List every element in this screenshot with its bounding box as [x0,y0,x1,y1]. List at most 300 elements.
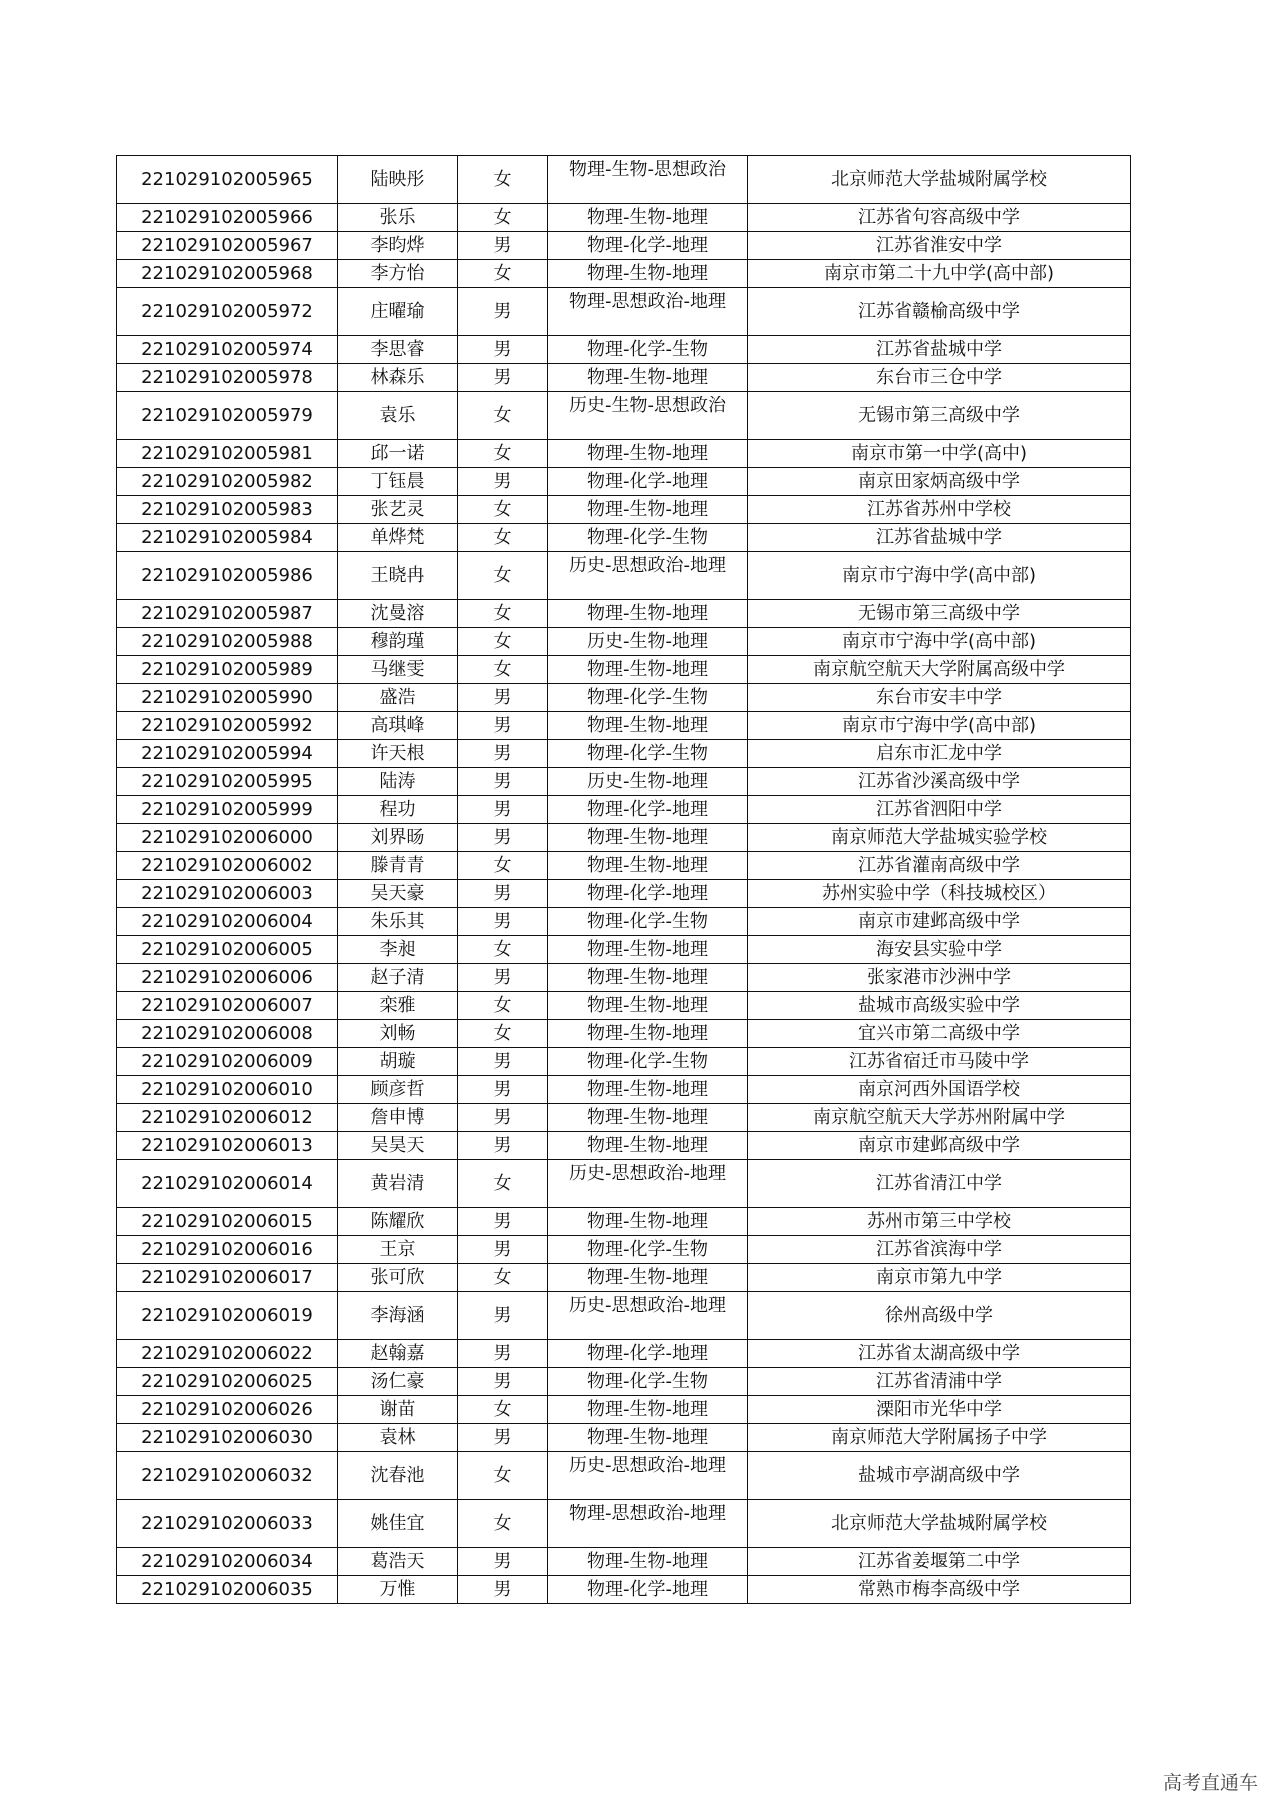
table-row [117,908,1131,936]
gender-cell: 男 [458,1104,548,1132]
gender-cell: 女 [458,1264,548,1292]
subject-combination-text: 物理-化学-地理 [587,234,708,256]
table-row [117,964,1131,992]
table-row [117,768,1131,796]
subject-combination-text: 物理-化学-生物 [587,686,708,708]
subject-combination-cell [548,1548,748,1576]
student-name-cell: 庄曜瑜 [338,288,458,336]
student-name-cell: 单烨梵 [338,524,458,552]
student-id-cell: 221029102006002 [117,852,338,880]
school-cell: 盐城市亭湖高级中学 [748,1452,1131,1500]
gender-cell: 女 [458,600,548,628]
subject-combination-text: 物理-化学-地理 [587,798,708,820]
gender-cell: 女 [458,260,548,288]
table-row [117,992,1131,1020]
gender-cell: 女 [458,1020,548,1048]
table-row [117,1048,1131,1076]
student-id-cell: 221029102006006 [117,964,338,992]
student-id-cell: 221029102006019 [117,1292,338,1340]
gender-cell: 女 [458,936,548,964]
school-cell: 南京航空航天大学附属高级中学 [748,656,1131,684]
subject-combination-cell [548,1292,748,1340]
table-row [117,1020,1131,1048]
gender-cell: 男 [458,1548,548,1576]
subject-combination-text: 物理-生物-地理 [587,1078,708,1100]
subject-combination-cell [548,1076,748,1104]
gender-cell: 女 [458,1500,548,1548]
subject-combination-text: 物理-化学-生物 [587,910,708,932]
student-id-cell: 221029102005981 [117,440,338,468]
school-cell: 苏州市第三中学校 [748,1208,1131,1236]
table-row [117,496,1131,524]
school-cell: 南京市宁海中学(高中部) [748,552,1131,600]
gender-cell: 男 [458,288,548,336]
gender-cell: 男 [458,908,548,936]
student-id-cell: 221029102005987 [117,600,338,628]
student-name-cell: 高琪峰 [338,712,458,740]
subject-combination-text: 物理-生物-地理 [587,826,708,848]
subject-combination-cell [548,288,748,336]
student-id-cell: 221029102006003 [117,880,338,908]
school-cell: 江苏省太湖高级中学 [748,1340,1131,1368]
student-name-cell: 姚佳宜 [338,1500,458,1548]
subject-combination-text: 物理-生物-地理 [587,938,708,960]
subject-combination-cell [548,1264,748,1292]
gender-cell: 男 [458,964,548,992]
subject-combination-text: 物理-生物-地理 [587,206,708,228]
subject-combination-text: 物理-化学-地理 [587,1342,708,1364]
school-cell: 南京市第九中学 [748,1264,1131,1292]
student-id-cell: 221029102005983 [117,496,338,524]
gender-cell: 女 [458,656,548,684]
subject-combination-text: 物理-生物-地理 [587,854,708,876]
student-name-cell: 李昶 [338,936,458,964]
subject-combination-text: 历史-生物-地理 [587,630,708,652]
subject-combination-text: 历史-生物-思想政治 [569,395,726,416]
gender-cell: 男 [458,1048,548,1076]
gender-cell: 女 [458,524,548,552]
subject-combination-text: 物理-生物-思想政治 [569,159,726,180]
gender-cell: 男 [458,232,548,260]
student-id-cell: 221029102005990 [117,684,338,712]
student-id-cell: 221029102005994 [117,740,338,768]
table-row [117,440,1131,468]
gender-cell: 女 [458,440,548,468]
student-name-cell: 吴昊天 [338,1132,458,1160]
table-row [117,1104,1131,1132]
table-row [117,232,1131,260]
student-id-cell: 221029102005966 [117,204,338,232]
table-row [117,712,1131,740]
table-row [117,628,1131,656]
table-row [117,852,1131,880]
student-name-cell: 谢苗 [338,1396,458,1424]
subject-combination-cell [548,824,748,852]
subject-combination-cell [548,1368,748,1396]
student-id-cell: 221029102005974 [117,336,338,364]
subject-combination-text: 历史-思想政治-地理 [569,555,726,576]
subject-combination-cell [548,992,748,1020]
table-row [117,156,1131,204]
subject-combination-cell [548,600,748,628]
student-name-cell: 赵子清 [338,964,458,992]
subject-combination-cell [548,1020,748,1048]
student-id-cell: 221029102006033 [117,1500,338,1548]
table-row [117,468,1131,496]
school-cell: 南京市宁海中学(高中部) [748,712,1131,740]
subject-combination-cell [548,964,748,992]
subject-combination-text: 物理-思想政治-地理 [569,291,726,312]
student-id-cell: 221029102006005 [117,936,338,964]
table-row [117,260,1131,288]
subject-combination-cell [548,260,748,288]
gender-cell: 男 [458,1368,548,1396]
school-cell: 徐州高级中学 [748,1292,1131,1340]
school-cell: 江苏省沙溪高级中学 [748,768,1131,796]
table-row [117,288,1131,336]
subject-combination-text: 物理-思想政治-地理 [569,1503,726,1524]
student-id-cell: 221029102005984 [117,524,338,552]
school-cell: 江苏省滨海中学 [748,1236,1131,1264]
table-row [117,936,1131,964]
school-cell: 江苏省淮安中学 [748,232,1131,260]
table-row [117,1340,1131,1368]
school-cell: 南京市宁海中学(高中部) [748,628,1131,656]
school-cell: 张家港市沙洲中学 [748,964,1131,992]
subject-combination-text: 物理-生物-地理 [587,1550,708,1572]
school-cell: 江苏省泗阳中学 [748,796,1131,824]
gender-cell: 男 [458,468,548,496]
subject-combination-text: 物理-生物-地理 [587,442,708,464]
student-id-cell: 221029102006014 [117,1160,338,1208]
student-name-cell: 李思睿 [338,336,458,364]
subject-combination-cell [548,204,748,232]
subject-combination-text: 物理-化学-生物 [587,1370,708,1392]
school-cell: 江苏省灌南高级中学 [748,852,1131,880]
student-name-cell: 穆韵瑾 [338,628,458,656]
student-name-cell: 李方怡 [338,260,458,288]
table-row [117,1368,1131,1396]
student-name-cell: 邱一诺 [338,440,458,468]
student-id-cell: 221029102005992 [117,712,338,740]
school-cell: 南京师范大学附属扬子中学 [748,1424,1131,1452]
gender-cell: 男 [458,1292,548,1340]
school-cell: 江苏省清江中学 [748,1160,1131,1208]
student-id-cell: 221029102005988 [117,628,338,656]
student-name-cell: 刘界旸 [338,824,458,852]
subject-combination-cell [548,440,748,468]
gender-cell: 女 [458,1160,548,1208]
student-name-cell: 沈曼溶 [338,600,458,628]
gender-cell: 女 [458,156,548,204]
subject-combination-text: 物理-生物-地理 [587,994,708,1016]
gender-cell: 男 [458,1132,548,1160]
table-row [117,1452,1131,1500]
table-row [117,600,1131,628]
school-cell: 江苏省赣榆高级中学 [748,288,1131,336]
subject-combination-text: 物理-生物-地理 [587,1022,708,1044]
school-cell: 南京师范大学盐城实验学校 [748,824,1131,852]
student-id-cell: 221029102006032 [117,1452,338,1500]
student-id-cell: 221029102005978 [117,364,338,392]
subject-combination-text: 物理-生物-地理 [587,1210,708,1232]
school-cell: 启东市汇龙中学 [748,740,1131,768]
gender-cell: 女 [458,628,548,656]
student-id-cell: 221029102006013 [117,1132,338,1160]
student-name-cell: 陆涛 [338,768,458,796]
gender-cell: 男 [458,768,548,796]
school-cell: 北京师范大学盐城附属学校 [748,1500,1131,1548]
school-cell: 江苏省姜堰第二中学 [748,1548,1131,1576]
school-cell: 江苏省盐城中学 [748,336,1131,364]
gender-cell: 男 [458,796,548,824]
student-id-cell: 221029102006009 [117,1048,338,1076]
subject-combination-cell [548,552,748,600]
subject-combination-text: 物理-化学-生物 [587,1050,708,1072]
table-row [117,204,1131,232]
gender-cell: 女 [458,552,548,600]
subject-combination-text: 物理-生物-地理 [587,714,708,736]
student-id-cell: 221029102006034 [117,1548,338,1576]
student-id-cell: 221029102006000 [117,824,338,852]
school-cell: 南京河西外国语学校 [748,1076,1131,1104]
subject-combination-text: 物理-生物-地理 [587,1134,708,1156]
gender-cell: 女 [458,204,548,232]
subject-combination-cell [548,740,748,768]
student-id-cell: 221029102005968 [117,260,338,288]
table-row [117,1396,1131,1424]
school-cell: 南京航空航天大学苏州附属中学 [748,1104,1131,1132]
student-name-cell: 袁乐 [338,392,458,440]
subject-combination-cell [548,1160,748,1208]
subject-combination-text: 物理-生物-地理 [587,658,708,680]
gender-cell: 男 [458,740,548,768]
table-row [117,524,1131,552]
table-row [117,1264,1131,1292]
subject-combination-cell [548,336,748,364]
subject-combination-text: 物理-化学-地理 [587,1578,708,1600]
student-id-cell: 221029102005999 [117,796,338,824]
gender-cell: 男 [458,1208,548,1236]
student-id-cell: 221029102006015 [117,1208,338,1236]
subject-combination-cell [548,1236,748,1264]
school-cell: 南京田家炳高级中学 [748,468,1131,496]
roster-body [117,156,1131,1604]
table-row [117,1132,1131,1160]
student-name-cell: 袁林 [338,1424,458,1452]
subject-combination-text: 物理-生物-地理 [587,966,708,988]
gender-cell: 男 [458,1576,548,1604]
student-id-cell: 221029102006026 [117,1396,338,1424]
table-row [117,1076,1131,1104]
school-cell: 江苏省宿迁市马陵中学 [748,1048,1131,1076]
subject-combination-cell [548,364,748,392]
table-row [117,740,1131,768]
student-id-cell: 221029102006004 [117,908,338,936]
subject-combination-text: 历史-思想政治-地理 [569,1163,726,1184]
student-name-cell: 盛浩 [338,684,458,712]
subject-combination-cell [548,468,748,496]
subject-combination-text: 物理-化学-生物 [587,526,708,548]
subject-combination-text: 物理-化学-生物 [587,338,708,360]
gender-cell: 女 [458,852,548,880]
gender-cell: 男 [458,1076,548,1104]
subject-combination-cell [548,936,748,964]
subject-combination-cell [548,1048,748,1076]
gender-cell: 男 [458,1340,548,1368]
gender-cell: 男 [458,1236,548,1264]
table-row [117,336,1131,364]
table-row [117,656,1131,684]
student-id-cell: 221029102006035 [117,1576,338,1604]
school-cell: 南京市第二十九中学(高中部) [748,260,1131,288]
subject-combination-cell [548,656,748,684]
student-name-cell: 汤仁豪 [338,1368,458,1396]
student-id-cell: 221029102005995 [117,768,338,796]
subject-combination-text: 物理-生物-地理 [587,262,708,284]
school-cell: 海安县实验中学 [748,936,1131,964]
student-id-cell: 221029102005979 [117,392,338,440]
school-cell: 东台市安丰中学 [748,684,1131,712]
student-id-cell: 221029102005967 [117,232,338,260]
school-cell: 江苏省盐城中学 [748,524,1131,552]
gender-cell: 男 [458,880,548,908]
student-id-cell: 221029102005965 [117,156,338,204]
student-name-cell: 沈春池 [338,1452,458,1500]
subject-combination-cell [548,1104,748,1132]
student-name-cell: 顾彦哲 [338,1076,458,1104]
student-name-cell: 王京 [338,1236,458,1264]
student-name-cell: 陈耀欣 [338,1208,458,1236]
gender-cell: 男 [458,824,548,852]
student-name-cell: 张艺灵 [338,496,458,524]
student-name-cell: 李昀烨 [338,232,458,260]
student-name-cell: 陆映彤 [338,156,458,204]
table-row [117,552,1131,600]
subject-combination-cell [548,524,748,552]
subject-combination-cell [548,232,748,260]
subject-combination-text: 物理-生物-地理 [587,498,708,520]
student-name-cell: 许天根 [338,740,458,768]
subject-combination-cell [548,908,748,936]
subject-combination-cell [548,1452,748,1500]
student-name-cell: 丁钰晨 [338,468,458,496]
school-cell: 东台市三仓中学 [748,364,1131,392]
student-id-cell: 221029102006012 [117,1104,338,1132]
student-name-cell: 程功 [338,796,458,824]
subject-combination-cell [548,1340,748,1368]
student-name-cell: 黄岩清 [338,1160,458,1208]
table-row [117,392,1131,440]
subject-combination-text: 历史-思想政治-地理 [569,1455,726,1476]
table-row [117,1500,1131,1548]
student-name-cell: 张乐 [338,204,458,232]
table-row [117,684,1131,712]
student-name-cell: 刘畅 [338,1020,458,1048]
student-roster-table [116,155,1131,1604]
student-id-cell: 221029102005986 [117,552,338,600]
student-id-cell: 221029102006016 [117,1236,338,1264]
school-cell: 无锡市第三高级中学 [748,600,1131,628]
gender-cell: 男 [458,684,548,712]
school-cell: 常熟市梅李高级中学 [748,1576,1131,1604]
student-name-cell: 马继雯 [338,656,458,684]
student-name-cell: 王晓冉 [338,552,458,600]
subject-combination-text: 物理-生物-地理 [587,602,708,624]
table-row [117,1236,1131,1264]
table-row [117,1208,1131,1236]
gender-cell: 女 [458,992,548,1020]
gender-cell: 男 [458,712,548,740]
student-name-cell: 胡璇 [338,1048,458,1076]
subject-combination-cell [548,1576,748,1604]
student-id-cell: 221029102006008 [117,1020,338,1048]
subject-combination-text: 物理-化学-地理 [587,470,708,492]
subject-combination-cell [548,392,748,440]
gender-cell: 女 [458,1396,548,1424]
student-id-cell: 221029102006025 [117,1368,338,1396]
subject-combination-text: 物理-化学-地理 [587,882,708,904]
gender-cell: 女 [458,1452,548,1500]
subject-combination-text: 物理-生物-地理 [587,1426,708,1448]
subject-combination-text: 物理-生物-地理 [587,1266,708,1288]
gender-cell: 女 [458,496,548,524]
student-name-cell: 栾雅 [338,992,458,1020]
school-cell: 南京市建邺高级中学 [748,908,1131,936]
watermark-text: 高考直通车 [1162,1772,1258,1794]
subject-combination-cell [548,1208,748,1236]
student-id-cell: 221029102005972 [117,288,338,336]
table-row [117,1576,1131,1604]
table-row [117,1160,1131,1208]
subject-combination-text: 物理-生物-地理 [587,1106,708,1128]
subject-combination-cell [548,628,748,656]
student-id-cell: 221029102006030 [117,1424,338,1452]
student-name-cell: 万惟 [338,1576,458,1604]
school-cell: 苏州实验中学（科技城校区） [748,880,1131,908]
subject-combination-text: 物理-生物-地理 [587,1398,708,1420]
student-name-cell: 林森乐 [338,364,458,392]
subject-combination-cell [548,1132,748,1160]
student-id-cell: 221029102006007 [117,992,338,1020]
subject-combination-cell [548,796,748,824]
school-cell: 南京市第一中学(高中) [748,440,1131,468]
student-id-cell: 221029102005982 [117,468,338,496]
table-row [117,1292,1131,1340]
subject-combination-text: 历史-思想政治-地理 [569,1295,726,1316]
gender-cell: 男 [458,364,548,392]
school-cell: 宜兴市第二高级中学 [748,1020,1131,1048]
student-name-cell: 滕青青 [338,852,458,880]
subject-combination-cell [548,852,748,880]
school-cell: 江苏省句容高级中学 [748,204,1131,232]
school-cell: 北京师范大学盐城附属学校 [748,156,1131,204]
subject-combination-text: 物理-生物-地理 [587,366,708,388]
gender-cell: 女 [458,392,548,440]
school-cell: 江苏省苏州中学校 [748,496,1131,524]
subject-combination-cell [548,712,748,740]
school-cell: 江苏省清浦中学 [748,1368,1131,1396]
subject-combination-cell [548,1396,748,1424]
subject-combination-cell [548,1500,748,1548]
subject-combination-text: 物理-化学-生物 [587,1238,708,1260]
student-id-cell: 221029102006010 [117,1076,338,1104]
subject-combination-cell [548,1424,748,1452]
table-row [117,796,1131,824]
student-name-cell: 吴天豪 [338,880,458,908]
school-cell: 盐城市高级实验中学 [748,992,1131,1020]
student-name-cell: 葛浩天 [338,1548,458,1576]
